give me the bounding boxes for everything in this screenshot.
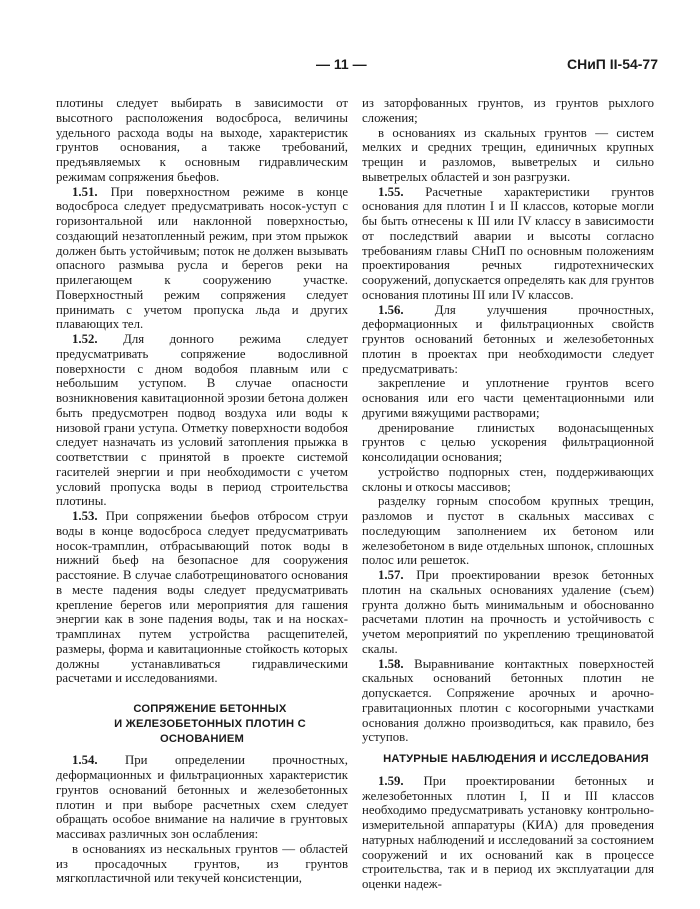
page-header [58, 56, 658, 76]
clause-text: При проектировании врезок бетонных плотин на скальных основаниях удаление (съем) грунта должно быть минимальным и обоснованно расчетами плотин на прочность и устойчивость с учетом мероприятий по укреплению трещиноватой скалы. [362, 568, 654, 656]
list-item: в основаниях из скальных грунтов — систем мелких и средних трещин, единичных крупных трещин и разломов, выветрелых и сильно выветрелых областей и зон разгрузки. [362, 125, 654, 184]
clause-text: Для донного режима следует предусматривать сопряжение водосливной поверхности с дном водобоя плавным или с небольшим уступом. В случае опасности возникновения кавитационной эрозии бетона должен быть предусмотрен подвод воздуха или воды к низовой грани уступа. Отметку поверхности водобоя следует назначать из условий затопления прыжка в соответствии с принятой в проекте системой гасителей энергии и при необходимости с учетом условий пропуска воды в период строительства плотины. [56, 332, 348, 509]
clause-number: 1.58. [378, 656, 404, 671]
clause-1-57 [362, 568, 654, 657]
paragraph-continuation: из заторфованных грунтов, из грунтов рыхлого сложения; [362, 96, 654, 125]
list-item: закрепление и уплотнение грунтов всего основания или его части цементационными или другими вяжущими растворами; [362, 376, 654, 420]
clause-1-54 [56, 753, 348, 842]
clause-text: При определении прочностных, деформационных и фильтрационных характеристик грунтов оснований бетонных и железобетонных плотин и при выборе расчетных схем следует обращать особое внимание на наличие в грунтовых массивах различных зон ослабления: [56, 753, 348, 841]
clause-number: 1.57. [378, 568, 404, 582]
clause-text: Для улучшения прочностных, деформационных и фильтрационных свойств грунтов оснований бетонных и железобетонных плотин в проектах при необходимости следует предусматривать: [362, 302, 654, 376]
clause-number: 1.53. [72, 509, 98, 523]
clause-number: 1.55. [378, 184, 404, 199]
clause-number: 1.54. [72, 753, 98, 768]
right-column [362, 96, 654, 892]
list-item: дренирование глинистых водонасыщенных грунтов с целью ускорения фильтрационной консолидации основания; [362, 420, 654, 464]
clause-1-53 [56, 509, 348, 686]
clause-text: При поверхностном режиме в конце водосброса следует предусматривать носок-уступ с горизонтальной или наклонной поверхностью, создающий незатопленный режим, при этом прыжок должен быть устойчивым; поток не должен вызывать опасного размыва русла и берегов реки на прилегающем к сооружению участке. Поверхностный режим сопряжения следует принимать с учетом пропуска льда и других плавающих тел. [56, 184, 348, 332]
section-heading-line1: СОПРЯЖЕНИЕ БЕТОННЫХ [133, 703, 287, 715]
list-item: устройство подпорных стен, поддерживающих склоны и откосы массивов; [362, 464, 654, 494]
clause-1-56 [362, 303, 654, 377]
clause-number: 1.59. [378, 773, 404, 788]
clause-text: При проектировании бетонных и железобетонных плотин I, II и III классов необходимо предусматривать установку контрольно-измерительной аппаратуры (КИА) для проведения натурных наблюдений и исследований за состоянием сооружений и их оснований как в процессе строительства, так и в период их эксплуатации для оценки надеж- [362, 773, 654, 891]
clause-text: Расчетные характеристики грунтов основания для плотин I и II классов, которые могли бы быть отнесены к III или IV классу в зависимости от последствий аварии и высоты согласно требованиям главы СНиП по основным положениям проектирования речных гидротехнических сооружений, допускается определять как для грунтов основания плотины III или IV классов. [362, 184, 654, 302]
paragraph-continuation: плотины следует выбирать в зависимости от высотного расположения водосброса, величины удельного расхода воды на выходе, характеристик грунтов основания, а также требований, предъявляемых к основным гидравлическим режимам сопряжения бьефов. [56, 96, 348, 184]
clause-text: При сопряжении бьефов отбросом струи воды в конце водосброса следует предусматривать носок-трамплин, отбрасывающий поток воды в нижний бьеф на безопасное для сооружения расстояние. В случае слаботрещиноватого основания в месте падения воды следует предусматривать крепление берегов или мероприятия для гашения энергии как в зоне падения воды, так и на носках-трамплинах путем устройства расщепителей, размеры, форма и кавитационные стойкость которых должны устанавливаться гидравлическими расчетами и исследованиями. [56, 509, 348, 686]
clause-text: Выравнивание контактных поверхностей скальных оснований бетонных плотин не допускается. Сопряжение арочных и арочно-гравитационных плотин с косогорными участками основания должно производиться, как правило, без уступов. [362, 656, 654, 745]
left-column [56, 96, 348, 886]
clause-number: 1.52. [72, 332, 98, 346]
section-heading-line2: И ЖЕЛЕЗОБЕТОННЫХ ПЛОТИН С ОСНОВАНИЕМ [114, 717, 306, 745]
section-heading: НАТУРНЫЕ НАБЛЮДЕНИЯ И ИССЛЕДОВАНИЯ [383, 753, 649, 765]
clause-number: 1.56. [378, 302, 404, 317]
clause-1-51 [56, 185, 348, 333]
clause-1-58 [362, 657, 654, 746]
clause-number: 1.51. [72, 184, 98, 199]
clause-1-52 [56, 332, 348, 509]
page-number: — 11 — [316, 56, 367, 72]
document-code: СНиП II-54-77 [566, 56, 658, 72]
clause-1-59 [362, 774, 654, 892]
clause-1-55 [362, 185, 654, 303]
list-item: разделку горным способом крупных трещин, разломов и пустот в скальных массивах с последующим заполнением их бетоном или железобетоном в виде отдельных шпонок, сплошных полос или решеток. [362, 494, 654, 568]
list-item: в основаниях из нескальных грунтов — областей из просадочных грунтов, из грунтов мягкопластичной или текучей консистенции, [56, 841, 348, 886]
